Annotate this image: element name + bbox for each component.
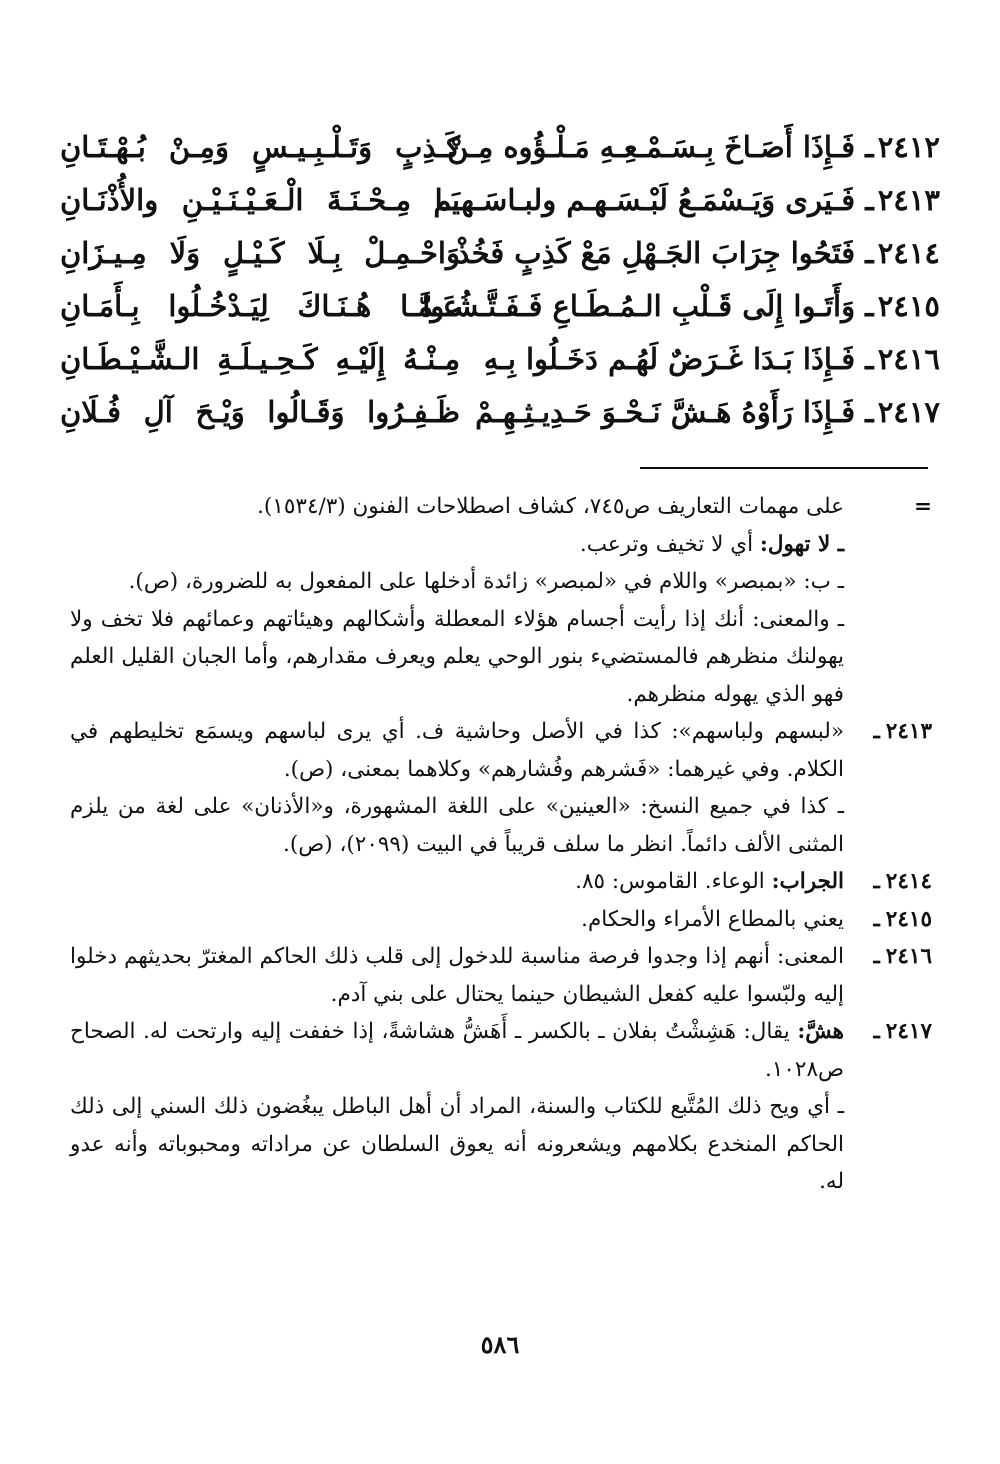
- footnote-text: ـ كذا في جميع النسخ: «العينين» على اللغة المشهورة، و«الأذنان» على لغة من يلزم المثنى الألف دائماً. انظر ما سلف قريباً في البيت (٢٠٩٩)، (ص).: [70, 794, 844, 857]
- footnote: [70, 713, 932, 788]
- footnote-text: ـ أي ويح ذلك المُتَّبع للكتاب والسنة، المراد أن أهل الباطل يبغُضون ذلك السني إلى ذلك الحاكم المنخدع بكلامهم ويشعرونه أنه يعوق السلطان عن مراداته ومحبوباته وأنه عدو له.: [70, 1094, 844, 1194]
- first-hemistich-text: ـ فَـيَرى وَيَـسْمَـعُ لَبْـسَـهـم ولبـاسَـهـم: [433, 183, 874, 217]
- verse-number: ٢٤١٣: [877, 183, 940, 217]
- verse-number: ٢٤١٦: [877, 342, 940, 376]
- footnote: [70, 563, 932, 601]
- footnote-text: ـ والمعنى: أنك إذا رأيت أجسام هؤلاء المعطلة وأشكالهم وهيئاتهم وعمائهم فلا تخف ولا يهولنك منظرهم فالمستضيء بنور الوحي يعلم ويعرف مقدارهم، وأما الجبان القليل العلم فهو الذي يهوله منظرهم.: [70, 606, 844, 707]
- verse-number: ٢٤١٥: [877, 289, 940, 323]
- first-hemistich: [456, 228, 940, 278]
- footnote-marker: [848, 713, 932, 751]
- verse-line: [60, 387, 940, 440]
- first-hemistich: [433, 175, 940, 225]
- first-hemistich: [475, 387, 940, 437]
- first-hemistich-text: ـ فَـإِذَا بَـدَا غَـرَضٌ لَهُـم دَخَـلُوا بِـهِ: [483, 342, 874, 376]
- footnote-dash: ـ: [873, 906, 880, 932]
- second-hemistich: وَاحْـمِـلْ بِـلَا كَـيْـلٍ وَلَا مِـيـزَانِ: [60, 236, 460, 270]
- verse-line: [60, 175, 940, 228]
- footnote-lemma: الجراب:: [771, 869, 844, 894]
- footnote: [70, 601, 932, 714]
- first-hemistich-text: ـ فَـإِذَا أَصَـاخَ بِـسَـمْـعِـهِ مَـلْـؤُوه مِـنْ: [447, 130, 874, 164]
- footnote-number: ٢٤١٥: [885, 906, 932, 932]
- footnote-dash: ـ: [873, 1019, 880, 1044]
- footnote-text: المعنى: أنهم إذا وجدوا فرصة مناسبة للدخول إلى قلب ذلك الحاكم المغترّ بحديثهم دخلوا إليه ولبّسوا عليه كفعل الشيطان حينما يحتال على بني آدم.: [70, 944, 844, 1007]
- second-hemistich: ظَـفِـرُوا وَقَـالُوا وَيْـحَ آلِ فُـلَانِ: [60, 395, 460, 429]
- footnote-marker: [848, 1013, 932, 1051]
- footnote-number: ٢٤١٤: [885, 869, 932, 894]
- verse-number: ٢٤١٢: [877, 130, 940, 164]
- footnote-marker: [848, 938, 932, 976]
- footnote-marker: [848, 863, 932, 901]
- footnote: [70, 526, 932, 564]
- footnote-text: ـ ب: «بمبصر» واللام في «لمبصر» زائدة أدخلها على المفعول به للضرورة، (ص).: [128, 569, 844, 594]
- footnote: [70, 1013, 932, 1088]
- first-hemistich: [483, 334, 940, 384]
- verses-block: [60, 122, 940, 440]
- footnote-separator: [640, 467, 928, 469]
- verse-line: [60, 281, 940, 334]
- footnote-text: أي لا تخيف وترعب.: [579, 531, 760, 557]
- footnote-lemma: ـ لا تهول:: [759, 531, 844, 557]
- first-hemistich-text: ـ فَتَحُوا جِرَابَ الجَـهْلِ مَعْ كَذِبٍ فَخُذْ: [456, 236, 874, 270]
- verse-line: [60, 122, 940, 175]
- footnote: [70, 863, 932, 901]
- first-hemistich-text: ـ وَأَتَـوا إِلَى قَـلْبِ الـمُـطَـاعِ فَـفَـتَّـشُـوا: [422, 289, 874, 323]
- footnote-text: يقال: هَشِشْتُ بفلان ـ بالكسر ـ أَهَشُّ هشاشةً، إذا خففت إليه وارتحت له. الصحاح ص١٠٢٨.: [70, 1019, 844, 1082]
- continuation-marker: =: [913, 494, 932, 519]
- footnote-lemma: هشَّ:: [797, 1019, 844, 1044]
- verse-number: ٢٤١٤: [877, 236, 940, 270]
- footnote-text: يعني بالمطاع الأمراء والحكام.: [581, 906, 844, 932]
- footnote: [70, 938, 932, 1013]
- verse-line: [60, 334, 940, 387]
- first-hemistich: [447, 122, 940, 172]
- footnote-dash: ـ: [873, 944, 880, 969]
- second-hemistich: عَـمَّـا هُـنَـاكَ لِيَـدْخُـلُوا بِـأَمَـانِ: [60, 289, 460, 323]
- first-hemistich: [422, 281, 940, 331]
- footnote-number: ٢٤١٣: [885, 719, 932, 744]
- footnote-number: ٢٤١٧: [885, 1019, 932, 1044]
- second-hemistich: كَـذِبٍ وَتَـلْـبِـيـسٍ وَمِـنْ بُـهْـتَـانِ: [60, 130, 460, 164]
- verse-number: ٢٤١٧: [877, 395, 940, 429]
- page-number: ٥٨٦: [480, 1330, 520, 1359]
- second-hemistich: يَـا مِـحْـنَـةَ الْـعَـيْـنَـيْـنِ والأُذْنَـانِ: [60, 183, 460, 217]
- footnote: [70, 901, 932, 939]
- footnote-text: الوعاء. القاموس: ٨٥.: [575, 869, 772, 894]
- footnote-text: على مهمات التعاريف ص٧٤٥، كشاف اصطلاحات الفنون (١٥٣٤/٣).: [257, 494, 844, 519]
- footnote: [70, 488, 932, 526]
- second-hemistich: مِـنْـهُ إِلَيْـهِ كَـحِـيـلَـةِ الـشَّـيْـطَـانِ: [60, 342, 460, 376]
- footnotes-block: [70, 488, 932, 1201]
- footnote-dash: ـ: [873, 719, 880, 744]
- footnote-number: ٢٤١٦: [885, 944, 932, 969]
- first-hemistich-text: ـ فَـإِذَا رَأَوْهُ هَـشَّ نَـحْـوَ حَـدِيـثِـهِـمْ: [475, 395, 874, 429]
- footnote-dash: ـ: [873, 869, 880, 894]
- footnote: [70, 788, 932, 863]
- verse-line: [60, 228, 940, 281]
- footnote-marker: [848, 901, 932, 939]
- footnote: [70, 1088, 932, 1201]
- footnote-text: «لبسهم ولباسهم»: كذا في الأصل وحاشية ف. أي يرى لباسهم ويسمَع تخليطهم في الكلام. وفي غيرهما: «فَشرهم وفُشارهم» وكلاهما بمعنى، (ص).: [70, 719, 844, 782]
